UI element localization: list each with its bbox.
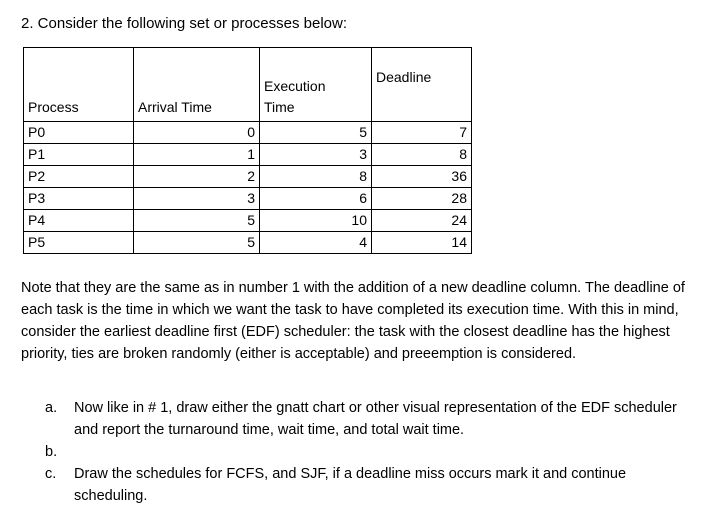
- cell-deadline: 28: [372, 188, 472, 210]
- list-item-b: [45, 441, 685, 463]
- table-row: [24, 210, 472, 232]
- cell-deadline: 14: [372, 232, 472, 254]
- sub-question-list: [45, 397, 685, 507]
- cell-process: P3: [24, 188, 134, 210]
- table-row: [24, 232, 472, 254]
- cell-process: P4: [24, 210, 134, 232]
- cell-arrival: 3: [134, 188, 260, 210]
- cell-deadline: 36: [372, 166, 472, 188]
- question-heading: 2. Consider the following set or processes below:: [21, 15, 348, 32]
- cell-execution: 4: [260, 232, 372, 254]
- table-header-row: [24, 48, 472, 122]
- table-row: [24, 122, 472, 144]
- cell-execution: 10: [260, 210, 372, 232]
- header-process: Process: [24, 48, 134, 122]
- list-marker: c.: [45, 466, 57, 482]
- header-execution-line2: Time: [264, 99, 295, 115]
- cell-process: P0: [24, 122, 134, 144]
- cell-arrival: 5: [134, 232, 260, 254]
- note-paragraph: Note that they are the same as in number 1 with the addition of a new deadline column. The deadline of each task is the time in which we want the task to have completed its execution time. With this in mind, consider the earliest deadline first (EDF) scheduler: the task with the closest deadline has the highest priority, ties are broken randomly (either is acceptable) and preeemption is considered.: [21, 280, 685, 362]
- list-item-a: [45, 397, 685, 441]
- cell-deadline: 7: [372, 122, 472, 144]
- table-row: [24, 144, 472, 166]
- cell-deadline: 8: [372, 144, 472, 166]
- cell-deadline: 24: [372, 210, 472, 232]
- cell-arrival: 1: [134, 144, 260, 166]
- cell-execution: 8: [260, 166, 372, 188]
- cell-execution: 3: [260, 144, 372, 166]
- header-deadline: Deadline: [372, 48, 472, 122]
- list-marker: a.: [45, 400, 58, 416]
- table-row: [24, 188, 472, 210]
- cell-process: P5: [24, 232, 134, 254]
- process-table: [23, 47, 472, 254]
- cell-execution: 6: [260, 188, 372, 210]
- header-execution-line1: Execution: [264, 78, 326, 94]
- list-item-text: Now like in # 1, draw either the gnatt chart or other visual representation of the EDF scheduler and report the turnaround time, wait time, and total wait time.: [74, 400, 677, 438]
- list-item-text: Draw the schedules for FCFS, and SJF, if a deadline miss occurs mark it and continue scheduling.: [74, 466, 627, 504]
- header-arrival-time: Arrival Time: [134, 48, 260, 122]
- cell-arrival: 0: [134, 122, 260, 144]
- list-item-c: [45, 463, 685, 507]
- header-execution-time: [260, 48, 372, 122]
- cell-arrival: 5: [134, 210, 260, 232]
- list-item-text: [74, 441, 685, 463]
- table-row: [24, 166, 472, 188]
- cell-arrival: 2: [134, 166, 260, 188]
- cell-process: P1: [24, 144, 134, 166]
- cell-execution: 5: [260, 122, 372, 144]
- cell-process: P2: [24, 166, 134, 188]
- list-marker: b.: [45, 444, 58, 460]
